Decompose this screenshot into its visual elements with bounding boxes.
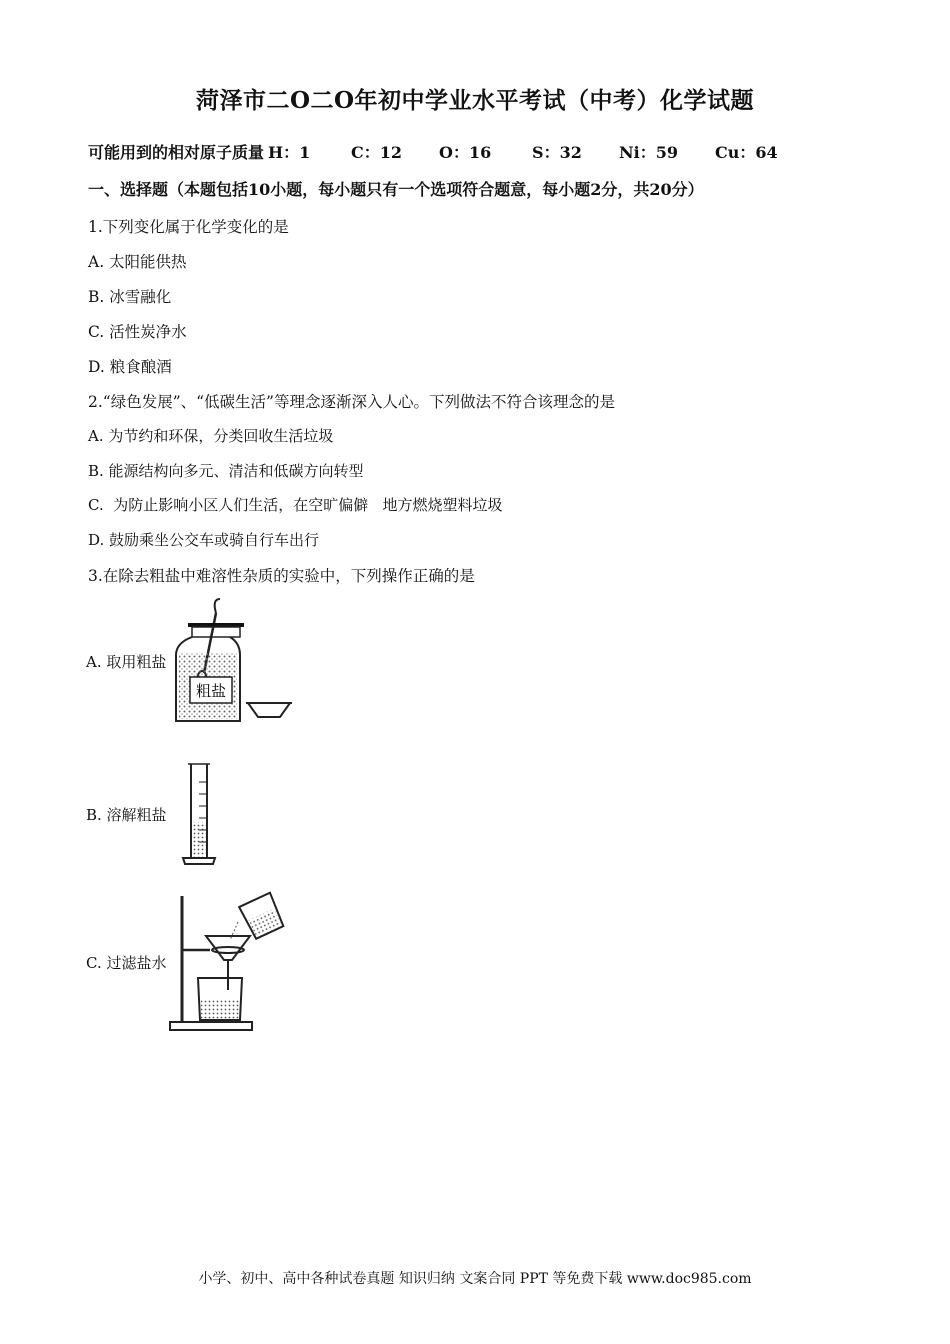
q2-option-a[interactable]: A. 为节约和环保，分类回收生活垃圾 bbox=[88, 427, 334, 445]
q3-option-a-label: A. 取用粗盐 bbox=[86, 652, 167, 671]
q1-option-d[interactable]: D. 粮食酿酒 bbox=[88, 358, 172, 376]
q3-option-b-label: B. 溶解粗盐 bbox=[86, 805, 167, 824]
q2-stem: 2.“绿色发展”、“低碳生活”等理念逐渐深入人心。下列做法不符合该理念的是 bbox=[88, 393, 615, 411]
q3-option-c-label: C. 过滤盐水 bbox=[86, 953, 167, 972]
mass-cu: Cu：64 bbox=[715, 143, 778, 162]
mass-o: O：16 bbox=[439, 143, 492, 162]
q3-option-a[interactable] bbox=[86, 595, 293, 727]
q2-option-d[interactable]: D. 鼓励乘坐公交车或骑自行车出行 bbox=[88, 531, 320, 549]
page-title: 菏泽市二O二O年初中学业水平考试（中考）化学试题 bbox=[195, 87, 755, 114]
mass-s: S：32 bbox=[532, 143, 582, 162]
salt-jar-illustration bbox=[168, 595, 293, 727]
q3-option-b[interactable] bbox=[86, 760, 229, 868]
atomic-masses-lead: 可能用到的相对原子质量 bbox=[88, 143, 265, 162]
measuring-cylinder-illustration bbox=[169, 760, 229, 868]
jar-label-text: 粗盐 bbox=[196, 682, 227, 700]
mass-h: H：1 bbox=[268, 143, 311, 162]
q1-option-c[interactable]: C. 活性炭净水 bbox=[88, 323, 187, 341]
q2-option-b[interactable]: B. 能源结构向多元、清洁和低碳方向转型 bbox=[88, 462, 364, 480]
section-heading: 一、选择题（本题包括10小题，每小题只有一个选项符合题意，每小题2分，共20分） bbox=[88, 180, 704, 199]
q1-stem: 1.下列变化属于化学变化的是 bbox=[88, 218, 289, 236]
q1-option-a[interactable]: A. 太阳能供热 bbox=[88, 253, 187, 271]
q2-option-c[interactable]: C. 为防止影响小区人们生活，在空旷偏僻 地方燃烧塑料垃圾 bbox=[88, 496, 503, 514]
q1-option-b[interactable]: B. 冰雪融化 bbox=[88, 288, 172, 306]
atomic-masses bbox=[88, 140, 778, 163]
mass-ni: Ni：59 bbox=[619, 143, 678, 162]
page-footer: 小学、初中、高中各种试卷真题 知识归纳 文案合同 PPT 等免费下载 www.doc985.com bbox=[198, 1271, 752, 1287]
mass-c: C：12 bbox=[351, 143, 403, 162]
q3-stem: 3.在除去粗盐中难溶性杂质的实验中，下列操作正确的是 bbox=[88, 567, 475, 585]
q3-option-c[interactable] bbox=[86, 888, 288, 1036]
filtration-apparatus-illustration bbox=[168, 888, 288, 1036]
